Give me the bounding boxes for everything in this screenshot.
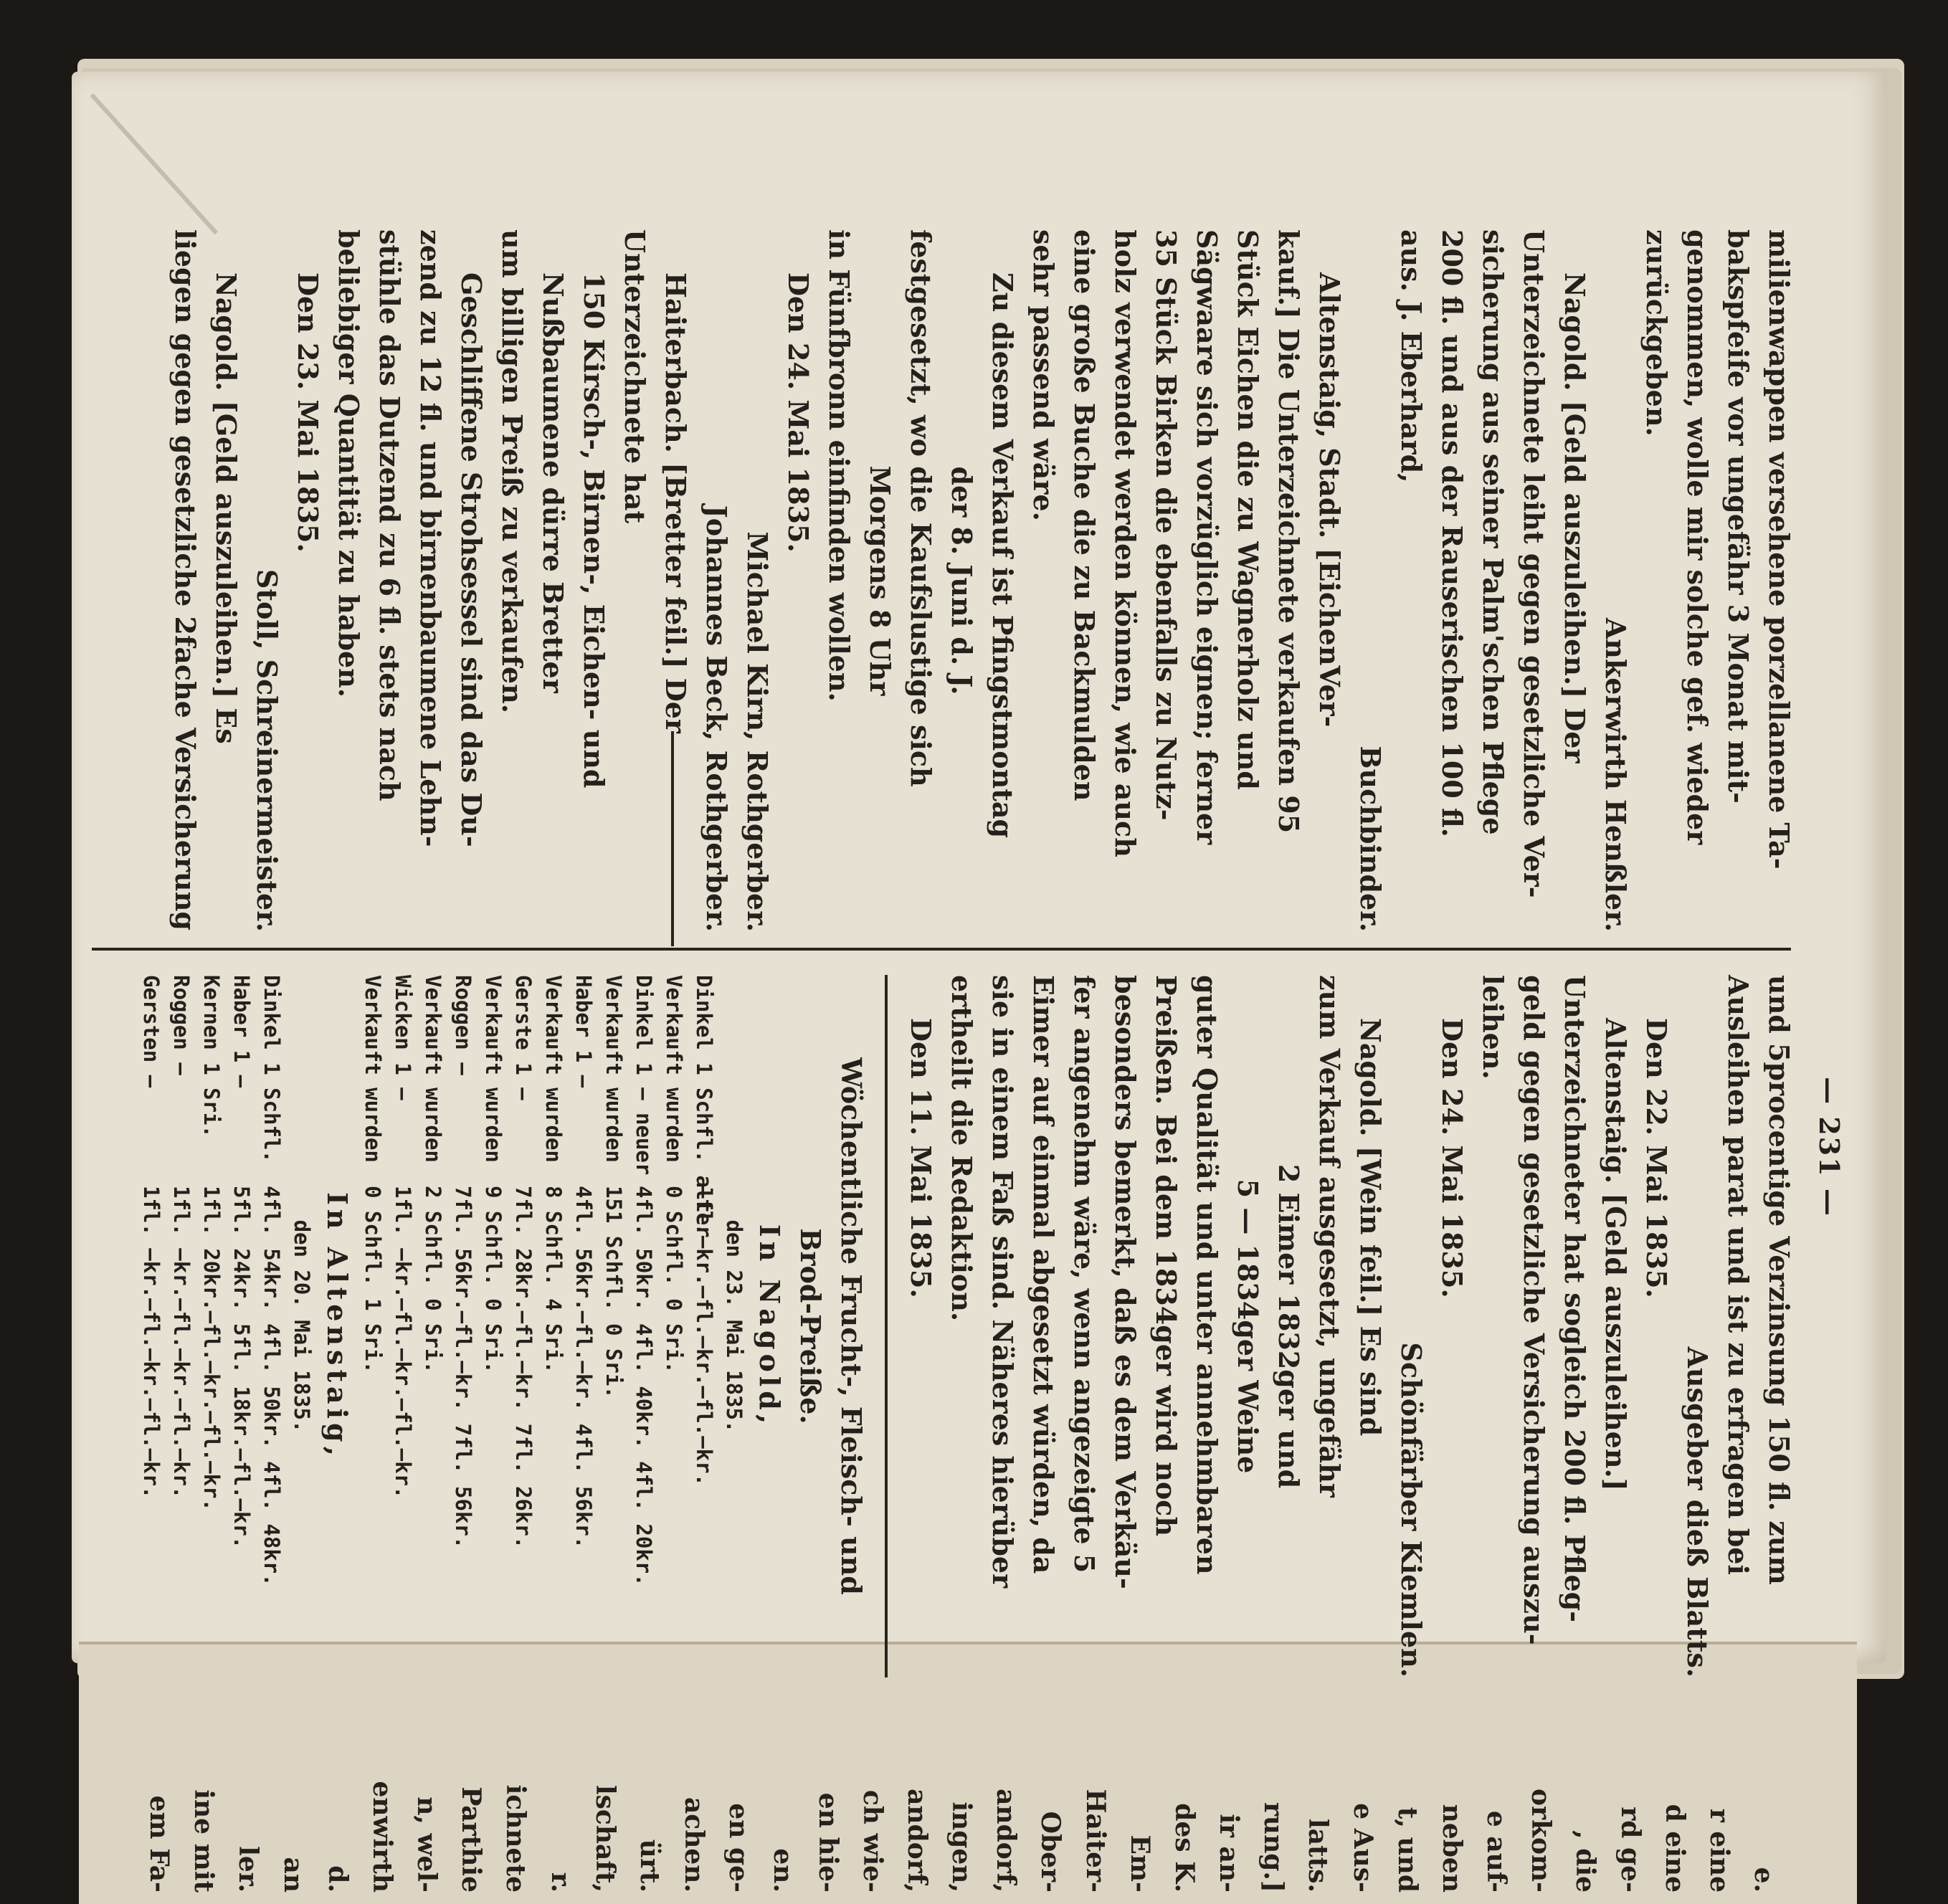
- text-line: beliebiger Quantität zu haben.: [333, 229, 365, 698]
- price-values: 2 Schfl. 0 Sri.: [421, 1186, 445, 1374]
- text-line: Nagold. [Geld auszuleihen.] Der: [1559, 272, 1591, 763]
- left-page-text-fragment: ch wie-: [857, 1789, 888, 1893]
- left-page-text-fragment: rd ge-: [1615, 1807, 1645, 1893]
- text-line: Johannes Beck, Rothgerber.: [700, 505, 733, 932]
- left-page-text-fragment: n, wel-: [412, 1796, 442, 1893]
- text-line: sie in einem Faß sind. Näheres hierüber: [987, 975, 1019, 1589]
- price-row: [388, 975, 418, 1677]
- column-divider: [92, 948, 1791, 951]
- price-label: Dinkel 1 — neuer: [632, 975, 656, 1176]
- text-line: Eimer auf einmal abgesetzt würden, da: [1027, 975, 1060, 1574]
- price-values: 1fl. —kr.—fl.—kr.—fl.—kr.: [391, 1186, 415, 1499]
- price-table-altenstaig: [136, 975, 317, 1677]
- text-line: Michael Kirn, Rothgerber.: [741, 531, 774, 932]
- left-page-text-fragment: des K.: [1169, 1803, 1199, 1893]
- price-values: 5fl. 24kr. 5fl. 18kr.—fl.—kr.: [229, 1186, 254, 1549]
- price-row: [478, 975, 508, 1677]
- text-line: Sägwaare sich vorzüglich eignen; ferner: [1191, 229, 1223, 845]
- text-line: ertheilt die Redaktion.: [946, 975, 978, 1322]
- left-page-text-fragment: e auf-: [1481, 1810, 1512, 1893]
- text-line: kauf.] Die Unterzeichnete verkaufen 95: [1273, 229, 1305, 834]
- text-line: Geschliffene Strohsessel sind das Du-: [455, 272, 488, 847]
- text-line: 2 Eimer 1832ger und: [1273, 1163, 1305, 1489]
- left-page-text-fragment: e.: [1749, 1867, 1779, 1893]
- price-label: Gerste 1 —: [511, 975, 536, 1100]
- price-values: 4fl. 56kr.—fl.—kr. 4fl. 56kr.: [571, 1186, 596, 1549]
- text-line: Unterzeichnete hat: [619, 229, 651, 524]
- price-values: 4fl. 54kr. 4fl. 50kr. 4fl. 48kr.: [260, 1186, 284, 1586]
- price-section-rule: [885, 975, 888, 1677]
- price-values: 7fl. 56kr.—fl.—kr. 7fl. 56kr.: [451, 1186, 475, 1549]
- price-values: 7fl. 28kr.—fl.—kr. 7fl. 26kr.: [511, 1186, 536, 1549]
- left-page-text-fragment: r eine: [1704, 1808, 1734, 1893]
- left-page-text-fragment: t, und: [1392, 1807, 1422, 1893]
- left-page-text-fragment: ler.: [233, 1846, 264, 1893]
- price-values: 1fl. —kr.—fl.—kr.—fl.—kr.: [169, 1186, 194, 1499]
- text-line: Den 24. Mai 1835.: [1436, 1018, 1468, 1298]
- left-page-text-fragment: d.: [322, 1865, 353, 1893]
- price-label: Verkauft wurden: [541, 975, 566, 1163]
- text-line: Den 22. Mai 1835.: [1640, 1018, 1673, 1298]
- text-line: Nagold. [Wein feil.] Es sind: [1354, 1018, 1387, 1437]
- left-page-text-fragment: en.: [768, 1848, 799, 1893]
- text-line: liegen gegen gesetzliche 2fache Versicherung: [169, 229, 201, 930]
- left-page-text-fragment: Em-: [1124, 1834, 1155, 1893]
- text-line: Den 23. Mai 1835.: [292, 272, 324, 553]
- price-label: Gersten —: [139, 975, 163, 1088]
- text-line: Nußbaumene dürre Bretter: [537, 272, 569, 693]
- left-page-fragments: [72, 1656, 1792, 1904]
- price-row: [136, 975, 166, 1677]
- left-page-text-fragment: Haiter-: [1080, 1789, 1111, 1893]
- left-page-text-fragment: Ober-: [1035, 1811, 1066, 1893]
- left-page-text-fragment: achen.: [679, 1796, 710, 1893]
- text-line: in Fünfbronn einfinden wollen.: [823, 229, 855, 702]
- text-line: der 8. Juni d. J.: [946, 466, 978, 695]
- text-line: Altenstaig, Stadt. [EichenVer-: [1313, 272, 1346, 728]
- left-page-text-fragment: ichnete: [500, 1784, 531, 1893]
- text-line: 200 fl. und aus der Rauserischen 100 fl.: [1436, 229, 1468, 837]
- page-content: [100, 201, 1850, 1692]
- left-page-text-fragment: rung.]: [1258, 1801, 1289, 1893]
- left-page-text-fragment: , die: [1570, 1830, 1601, 1893]
- text-line: leihen.: [1477, 975, 1509, 1080]
- price-rows-nagold: [358, 975, 719, 1677]
- price-label: Verkauft wurden: [421, 975, 445, 1163]
- left-column: [165, 229, 1800, 932]
- price-row: [196, 975, 227, 1677]
- text-line: Stück Eichen die zu Wagnerholz und: [1232, 229, 1264, 790]
- text-line: eine große Buche die zu Backmulden: [1068, 229, 1101, 801]
- price-label: Haber 1 —: [229, 975, 254, 1088]
- price-values: 0 Schfl. 0 Sri.: [662, 1186, 686, 1374]
- left-page-text-fragment: en ge-: [723, 1803, 754, 1893]
- price-label: Verkauft wurden: [481, 975, 505, 1163]
- text-line: Ausgeber dieß Blatts.: [1681, 1346, 1714, 1677]
- price-heading-2: Brod-Preiße.: [794, 1228, 827, 1424]
- price-town-nagold: In Nagold,: [754, 1224, 786, 1429]
- text-line: sicherung aus seiner Palm'schen Pflege: [1477, 229, 1509, 835]
- price-values: —fl.—kr.—fl.—kr.—fl.—kr.: [692, 1186, 716, 1487]
- text-line: 5 — 1834ger Weine: [1232, 1179, 1264, 1474]
- price-values: 151 Schfl. 0 Sri.: [602, 1186, 626, 1399]
- price-label: Verkauft wurden: [602, 975, 626, 1163]
- price-values: 4fl. 50kr. 4fl. 40kr. 4fl. 20kr.: [632, 1186, 656, 1586]
- left-page-text-fragment: d eine: [1659, 1804, 1690, 1893]
- price-row: [448, 975, 478, 1677]
- left-page-text-fragment: ürt.: [634, 1839, 665, 1893]
- text-line: 35 Stück Birken die ebenfalls zu Nutz-: [1150, 229, 1182, 821]
- price-label: Roggen —: [169, 975, 194, 1075]
- text-line: Morgens 8 Uhr: [864, 465, 896, 696]
- left-page-text-fragment: orkom-: [1526, 1789, 1557, 1893]
- text-line: Zu diesem Verkauf ist Pfingstmontag: [987, 272, 1019, 839]
- price-row: [508, 975, 538, 1677]
- text-line: und 5procentige Verzinsung 150 fl. zum: [1763, 975, 1795, 1585]
- price-label: Roggen —: [451, 975, 475, 1075]
- price-row: [538, 975, 569, 1677]
- price-values: 8 Schfl. 4 Sri.: [541, 1186, 566, 1374]
- price-row: [418, 975, 448, 1677]
- price-label: Wicken 1 —: [391, 975, 415, 1100]
- left-page-text-fragment: ir an-: [1214, 1814, 1245, 1893]
- price-values: 1fl. —kr.—fl.—kr.—fl.—kr.: [139, 1186, 163, 1499]
- text-line: aus. J. Eberhard,: [1395, 229, 1427, 483]
- text-line: Unterzeichneter hat sogleich 200 fl. Pfleg-: [1559, 975, 1591, 1623]
- text-line: stühle das Dutzend zu 6 fl. stets nach: [374, 229, 406, 801]
- left-page-text-fragment: an: [277, 1857, 308, 1893]
- price-label: Verkauft wurden: [662, 975, 686, 1163]
- price-table-nagold: [358, 975, 749, 1677]
- left-page-text-fragment: lschaft,: [589, 1784, 620, 1893]
- text-line: besonders bemerkt, daß es dem Verkäu-: [1109, 975, 1141, 1589]
- text-line: guter Qualität und unter annehmbaren: [1191, 975, 1223, 1575]
- text-line: Stoll, Schreinermeister.: [251, 568, 283, 932]
- price-label: Haber 1 —: [571, 975, 596, 1088]
- text-line: milienwappen versehene porzellanene Ta-: [1763, 229, 1795, 870]
- text-line: Den 11. Mai 1835.: [905, 1018, 937, 1298]
- price-heading: Wöchentliche Frucht-, Fleisch- und: [835, 1057, 868, 1595]
- left-page-text-fragment: andorf,: [901, 1789, 932, 1893]
- text-line: zend zu 12 fl. und birnenbaumene Lehn-: [414, 229, 447, 847]
- price-row: [659, 975, 689, 1677]
- text-line: Schönfärber Kiemlen.: [1395, 1342, 1427, 1677]
- price-date: den 23. Mai 1835.: [722, 1219, 746, 1433]
- text-line: geld gegen gesetzliche Versicherung auszu-: [1518, 975, 1550, 1645]
- right-column: [136, 975, 1800, 1677]
- price-row: [629, 975, 659, 1677]
- text-line: bakspfeife vor ungefähr 3 Monat mit-: [1722, 229, 1754, 804]
- text-line: Altenstaig. [Geld auszuleihen.]: [1600, 1018, 1632, 1491]
- text-line: Nagold. [Geld auszuleihen.] Es: [210, 272, 242, 744]
- left-page-text-fragment: r.: [545, 1872, 576, 1893]
- price-row: [166, 975, 196, 1677]
- text-line: Unterzeichnete leiht gegen gesetzliche Ver-: [1518, 229, 1550, 898]
- price-label: Dinkel 1 Schfl.: [260, 975, 284, 1163]
- text-line: Ankerwirth Henßler.: [1600, 617, 1632, 932]
- left-page-text-fragment: en hie-: [812, 1792, 843, 1893]
- text-line: sehr passend wäre.: [1027, 229, 1060, 521]
- price-label: Kernen 1 Sri.: [199, 975, 224, 1138]
- text-line: Haiterbach. [Bretter feil.] Der: [660, 272, 692, 733]
- left-page-text-fragment: ine mit: [189, 1789, 219, 1893]
- price-row: [227, 975, 257, 1677]
- left-page-text-fragment: Parthie: [456, 1786, 487, 1893]
- price-town-altenstaig: In Altenstaig,: [321, 1192, 353, 1460]
- text-line: zurückgeben.: [1640, 229, 1673, 437]
- price-row: [569, 975, 599, 1677]
- price-row: [358, 975, 388, 1677]
- left-page-text-fragment: e Aus-: [1347, 1803, 1378, 1893]
- price-values: 9 Schfl. 0 Sri.: [481, 1186, 505, 1374]
- price-date: den 20. Mai 1835.: [290, 1219, 314, 1433]
- right-column-text: [901, 975, 1800, 1677]
- left-page-text-fragment: latts.: [1303, 1818, 1334, 1893]
- price-rows-altenstaig: [136, 975, 287, 1677]
- price-values: 1fl. 20kr.—fl.—kr.—fl.—kr.: [199, 1186, 224, 1511]
- text-line: Buchbinder.: [1354, 746, 1387, 932]
- page-number: — 231 —: [1813, 1077, 1845, 1217]
- price-label: Verkauft wurden: [361, 975, 385, 1163]
- left-page-text-fragment: neben: [1436, 1804, 1467, 1893]
- left-page-text-fragment: em Fa-: [144, 1795, 175, 1893]
- left-page-text-fragment: andorf,: [991, 1789, 1022, 1893]
- price-row: [599, 975, 629, 1677]
- left-page-text-fragment: enwirth: [366, 1781, 397, 1893]
- text-line: Ausleihen parat und ist zu erfragen bei: [1722, 975, 1754, 1575]
- text-line: 150 Kirsch-, Birnen-, Eichen- und: [578, 272, 610, 789]
- text-line: genommen, wolle mir solche gef. wieder: [1681, 229, 1714, 845]
- text-line: fer angenehm wäre, wenn angezeigte 5: [1068, 975, 1101, 1574]
- text-line: holz verwendet werden können, wie auch: [1109, 229, 1141, 857]
- text-line: festgesetzt, wo die Kaufslustige sich: [905, 229, 937, 787]
- text-line: um billigen Preiß zu verkaufen.: [496, 229, 528, 713]
- price-row: [689, 975, 719, 1677]
- price-row: [257, 975, 287, 1677]
- price-label: Dinkel 1 Schfl. alter: [692, 975, 716, 1238]
- price-values: 0 Schfl. 1 Sri.: [361, 1186, 385, 1374]
- text-line: zum Verkauf ausgesetzt, ungefähr: [1313, 975, 1346, 1498]
- text-line: Preißen. Bei dem 1834ger wird noch: [1150, 975, 1182, 1536]
- text-line: Den 24. Mai 1835.: [782, 272, 814, 553]
- left-page-text-fragment: ingen,: [946, 1801, 977, 1893]
